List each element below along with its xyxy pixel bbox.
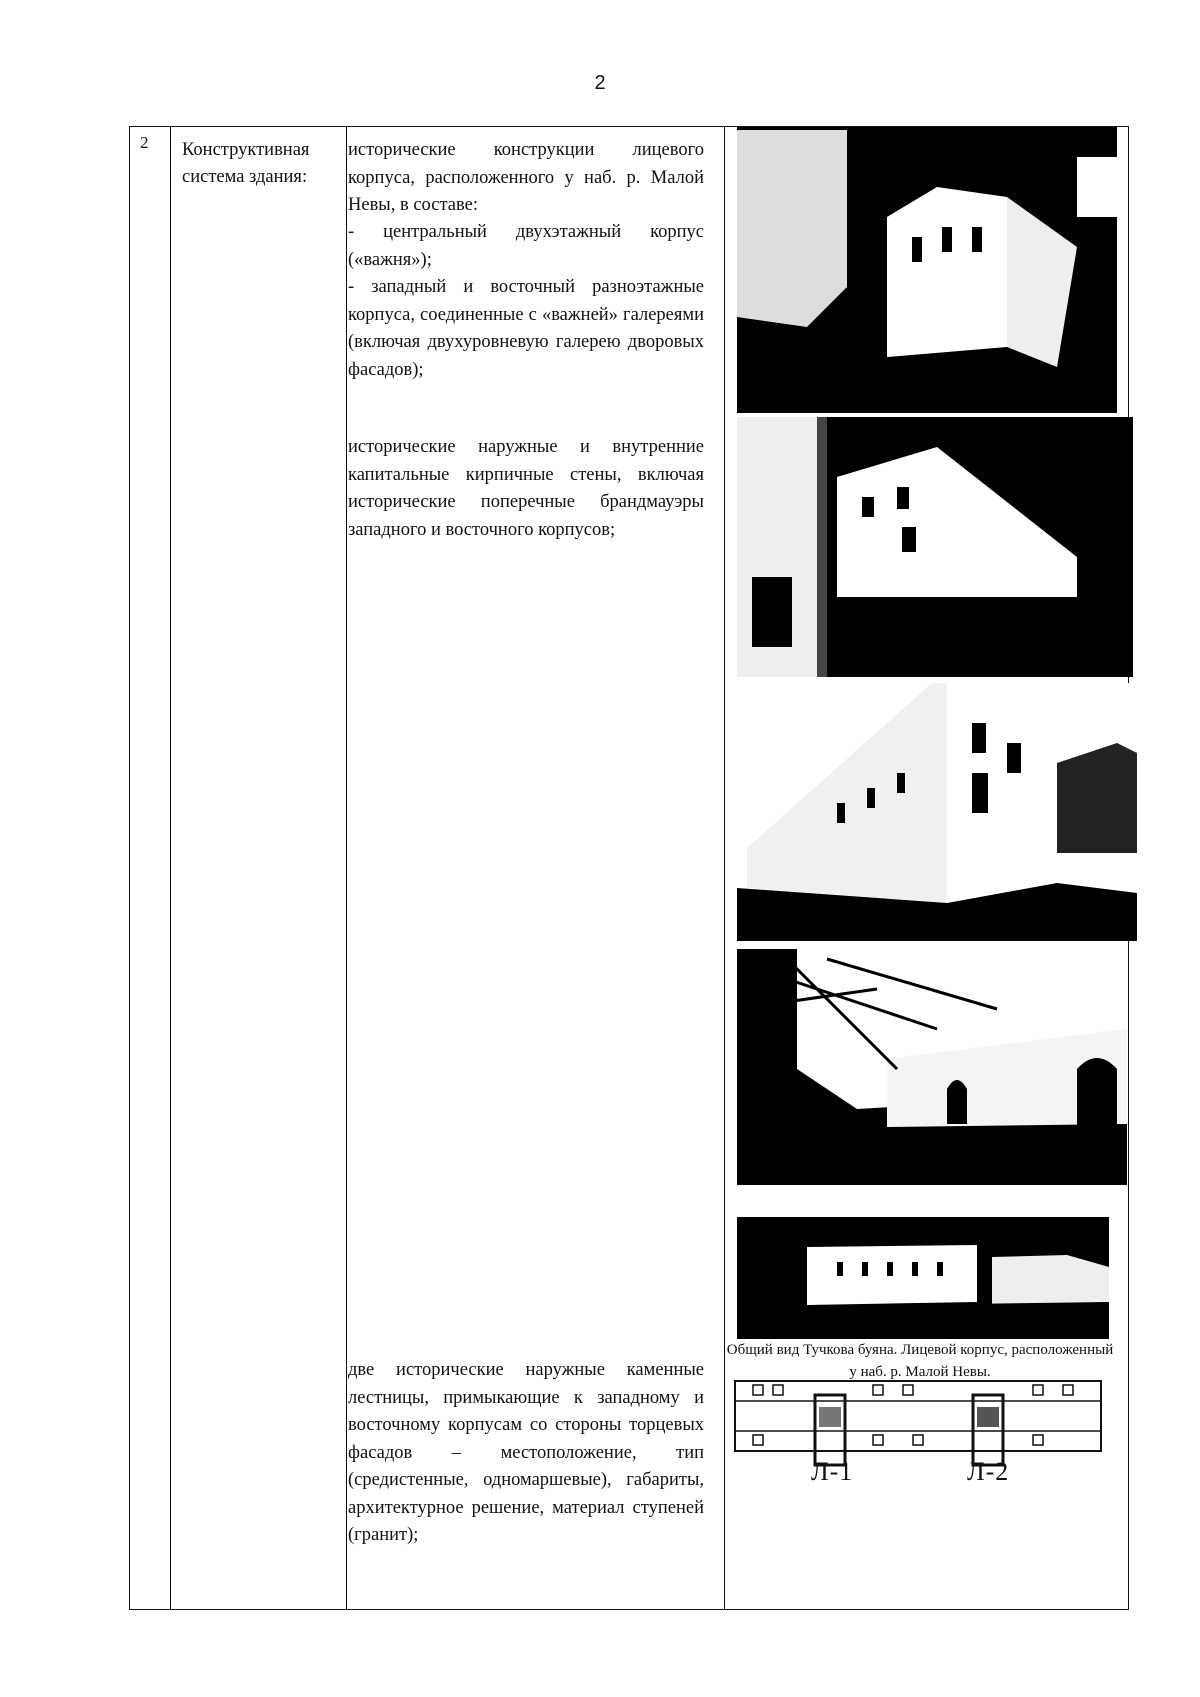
description-paragraph: исторические наружные и внутренние капитальные кирпичные стены, включая исторические поперечные брандмауэры западного и восточного корпусов; (348, 437, 704, 540)
column-divider (170, 127, 171, 1609)
description-paragraph: - западный и восточный разноэтажные корпуса, соединенные с «важней» галереями (включая двухуровневую галерею дворовых фасадов); (348, 277, 704, 380)
floor-plan (733, 1377, 1103, 1495)
building-photo-2 (737, 417, 1133, 677)
floor-plan-drawing (733, 1377, 1103, 1495)
building-photo-3 (737, 683, 1137, 941)
column-divider (724, 127, 725, 1609)
description-paragraph: исторические конструкции лицевого корпуса, расположенного у наб. р. Малой Невы, в составе: (348, 140, 704, 215)
figure-caption: Общий вид Тучкова буяна. Лицевой корпус, расположенный у наб. р. Малой Невы. (726, 1342, 1114, 1380)
plan-label-l1: Л-1 (811, 1457, 854, 1486)
building-photo-5 (737, 1217, 1109, 1339)
description-paragraph: - центральный двухэтажный корпус («важня»); (348, 222, 704, 270)
properties-table (129, 126, 1129, 1610)
row-label: Конструктивная система здания: (182, 140, 310, 187)
plan-label-l2: Л-2 (967, 1457, 1010, 1486)
building-photo-4 (737, 949, 1127, 1185)
column-divider (346, 127, 347, 1609)
page-number: 2 (594, 72, 606, 94)
row-number: 2 (140, 133, 149, 152)
building-photo-1 (737, 127, 1117, 413)
description-paragraph: две исторические наружные каменные лестницы, примыкающие к западному и восточному корпусам со стороны торцевых фасадов – местоположение, тип (средистенные, одномаршевые), габариты, архитектурное решение, материал ступеней (гранит); (348, 1360, 704, 1545)
